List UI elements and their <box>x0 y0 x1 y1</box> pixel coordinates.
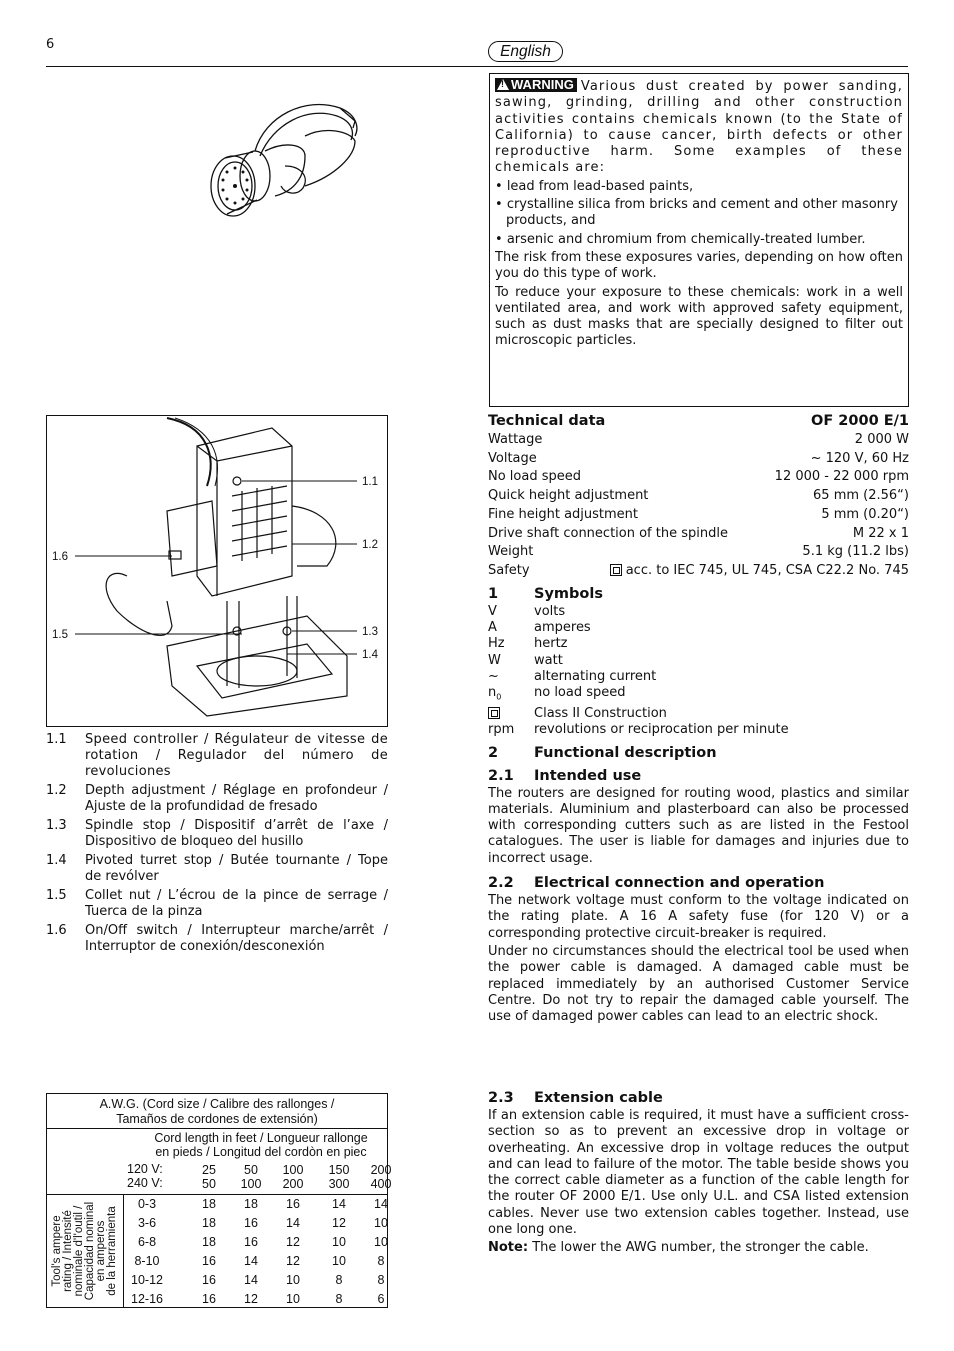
legend-item <box>46 732 388 780</box>
awg-amp-range: 0-3 <box>137 1197 157 1211</box>
awg-feet-header: 200 <box>370 1163 392 1177</box>
legend-text: Depth adjustment / Réglage en profondeur / Ajuste de la profundidad de fresado <box>85 783 388 814</box>
legend-number: 1.4 <box>46 853 67 868</box>
legend-item <box>46 853 388 885</box>
page-number: 6 <box>46 37 55 52</box>
warning-badge: !WARNING <box>495 78 577 92</box>
awg-feet-header: 50 <box>244 1163 258 1177</box>
symbol-row: A amperes <box>488 619 591 635</box>
awg-gauge-cell: 16 <box>202 1273 216 1287</box>
callout-1-5: 1.5 <box>52 629 68 641</box>
callout-1-3: 1.3 <box>362 626 378 638</box>
electrical-text: Under no circumstances should the electrical tool be used when the power cable is damaged. A damaged cable must be replaced immediately by an authorised Customer Service Centre. Do not try to repair the damaged cable yourself. The use of damaged power cables can lead to an electric shock. <box>488 943 909 1025</box>
awg-amp-range: 12-16 <box>131 1292 163 1306</box>
tech-row: Wattage 2 000 W <box>488 432 909 447</box>
warning-bullet: • arsenic and chromium from chemically-treated lumber. <box>495 231 866 247</box>
legend-item <box>46 923 388 955</box>
symbol-row: V volts <box>488 603 566 619</box>
warning-intro: !WARNING Various dust created by power sanding, sawing, grinding, drilling and other construction activities contains chemicals known (to the State of California) to cause cancer, birth defects or other reproductive harm. Some examples of these chemicals are: <box>495 78 903 177</box>
tech-row: Drive shaft connection of the spindle M 22 x 1 <box>488 525 909 541</box>
awg-amp-range: 6-8 <box>137 1235 157 1249</box>
header-rule <box>46 66 908 67</box>
awg-gauge-cell: 16 <box>286 1197 300 1211</box>
awg-gauge-cell: 16 <box>202 1254 216 1268</box>
tech-model: OF 2000 E/1 <box>811 413 909 429</box>
tech-row: Weight 5.1 kg (11.2 lbs) <box>488 544 909 560</box>
awg-gauge-cell: 16 <box>202 1292 216 1306</box>
awg-gauge-cell: 10 <box>286 1292 300 1306</box>
legend-text: Spindle stop / Dispositif d’arrêt de l’axe / Dispositivo de bloqueo del husillo <box>85 818 388 849</box>
awg-gauge-cell: 8 <box>377 1254 385 1268</box>
awg-gauge-cell: 12 <box>286 1254 300 1268</box>
awg-meters-header: 400 <box>370 1177 392 1191</box>
symbols-list <box>488 604 909 739</box>
awg-gauge-cell: 12 <box>244 1292 258 1306</box>
router-drawing <box>47 416 388 727</box>
awg-meters-header: 300 <box>328 1177 350 1191</box>
awg-meters-header: 50 <box>202 1177 216 1191</box>
intended-use-text: The routers are designed for routing wood, plastics and similar materials. Aluminium and plasterboard can also be processed with corresponding cutters such as are listed in the Festool catalogues. The user is liable for damages and injuries due to incorrect usage. <box>488 785 909 866</box>
legend-item <box>46 783 388 815</box>
warning-box <box>489 73 909 407</box>
awg-gauge-cell: 6 <box>377 1292 385 1306</box>
legend-number: 1.2 <box>46 783 67 798</box>
awg-gauge-cell: 16 <box>244 1235 258 1249</box>
callout-1-1: 1.1 <box>362 476 378 488</box>
symbol-row: Class II Construction <box>488 706 909 722</box>
awg-amp-range: 3-6 <box>137 1216 157 1230</box>
awg-voltage-labels: 120 V: 240 V: <box>127 1162 163 1190</box>
awg-feet-header: 150 <box>328 1163 350 1177</box>
awg-amp-range: 10-12 <box>131 1273 163 1287</box>
dust-mask-illustration <box>205 96 365 221</box>
legend-number: 1.6 <box>46 923 67 938</box>
section-heading: 2.1 Intended use <box>488 767 642 784</box>
awg-gauge-cell: 14 <box>374 1197 388 1211</box>
extension-note: Note: The lower the AWG number, the stronger the cable. <box>488 1240 869 1256</box>
awg-gauge-cell: 14 <box>244 1254 258 1268</box>
awg-gauge-cell: 14 <box>244 1273 258 1287</box>
class-ii-icon <box>610 564 622 576</box>
section-heading: 1 Symbols <box>488 585 603 602</box>
awg-gauge-cell: 18 <box>202 1216 216 1230</box>
awg-gauge-cell: 12 <box>286 1235 300 1249</box>
warning-bullet: • lead from lead-based paints, <box>495 178 694 194</box>
awg-meters-header: 200 <box>282 1177 304 1191</box>
technical-data <box>488 412 909 1025</box>
router-figure <box>46 415 388 727</box>
awg-gauge-cell: 12 <box>332 1216 346 1230</box>
awg-gauge-cell: 14 <box>286 1216 300 1230</box>
awg-gauge-cell: 8 <box>335 1292 343 1306</box>
legend-number: 1.3 <box>46 818 67 833</box>
tech-header <box>488 412 909 431</box>
symbol-row: rpm revolutions or reciprocation per minute <box>488 722 789 738</box>
awg-gauge-cell: 16 <box>244 1216 258 1230</box>
awg-divider <box>123 1194 124 1308</box>
legend-number: 1.1 <box>46 732 67 747</box>
awg-amp-range: 8-10 <box>134 1254 160 1268</box>
awg-gauge-cell: 10 <box>374 1216 388 1230</box>
warning-paragraph: To reduce your exposure to these chemicals: work in a well ventilated area, and work with approved safety equipment, such as dust masks that are specially designed to filter out microscopic particles. <box>495 284 903 349</box>
awg-table <box>46 1093 392 1308</box>
legend-item <box>46 818 388 850</box>
callout-1-2: 1.2 <box>362 539 378 551</box>
section-heading: 2.2 Electrical connection and operation <box>488 875 825 892</box>
extension-cable-section <box>488 1088 909 1257</box>
awg-gauge-cell: 18 <box>202 1197 216 1211</box>
legend-number: 1.5 <box>46 888 67 903</box>
awg-gauge-cell: 8 <box>335 1273 343 1287</box>
awg-gauge-cell: 10 <box>332 1254 346 1268</box>
legend-text: Collet nut / L’écrou de la pince de serrage / Tuerca de la pinza <box>85 888 388 919</box>
section-heading: 2 Functional description <box>488 744 717 761</box>
awg-feet-header: 100 <box>282 1163 304 1177</box>
awg-length-header: Cord length in feet / Longueur rallonge en pieds / Longitud del cordòn en piec <box>154 1131 368 1159</box>
warning-paragraph: The risk from these exposures varies, depending on how often you do this type of work. <box>495 249 903 282</box>
awg-feet-header: 25 <box>202 1163 216 1177</box>
section-heading: 2.3 Extension cable <box>488 1090 663 1106</box>
tech-row: Quick height adjustment 65 mm (2.56“) <box>488 488 909 504</box>
symbol-row: ~ alternating current <box>488 668 657 684</box>
warning-triangle-icon <box>497 79 509 90</box>
awg-gauge-cell: 18 <box>202 1235 216 1249</box>
tech-row: Voltage ~ 120 V, 60 Hz <box>488 450 909 466</box>
warning-bullet: • crystalline silica from bricks and cement and other masonry products, and <box>495 197 898 229</box>
awg-gauge-cell: 10 <box>286 1273 300 1287</box>
awg-gauge-cell: 8 <box>377 1273 385 1287</box>
tech-row: Fine height adjustment 5 mm (0.20“) <box>488 506 909 522</box>
symbol-row: W watt <box>488 652 563 668</box>
tech-row-safety: Safety acc. to IEC 745, UL 745, CSA C22.2 No. 745 <box>488 562 909 578</box>
language-badge: English <box>488 41 563 62</box>
class-ii-icon <box>488 707 500 719</box>
legend-text: Pivoted turret stop / Butée tournante / Tope de revólver <box>85 853 388 884</box>
symbol-row: Hz hertz <box>488 636 568 652</box>
awg-title: A.W.G. (Cord size / Calibre des rallonges / Tamaños de cordones de extensión) <box>47 1094 387 1129</box>
figure-legend <box>46 732 388 958</box>
awg-gauge-cell: 18 <box>244 1197 258 1211</box>
awg-gauge-cell: 10 <box>374 1235 388 1249</box>
awg-meters-header: 100 <box>240 1177 262 1191</box>
callout-1-6: 1.6 <box>52 551 68 563</box>
legend-text: Speed controller / Régulateur de vitesse de rotation / Regulador del número de revoluciones <box>85 732 388 779</box>
legend-item <box>46 888 388 920</box>
electrical-text: The network voltage must conform to the voltage indicated on the rating plate. A 16 A safety fuse (for 120 V) or a corresponding protective circuit-breaker is required. <box>488 893 909 941</box>
tech-title: Technical data <box>488 413 606 429</box>
awg-gauge-cell: 10 <box>332 1235 346 1249</box>
tech-row: No load speed 12 000 - 22 000 rpm <box>488 469 909 485</box>
legend-text: On/Off switch / Interrupteur marche/arrêt / Interruptor de conexión/desconexión <box>85 923 388 954</box>
awg-amp-label: Tool's ampere rating / Intensité nominale d'l'outil / Capacidad nominal en amperos de la herramienta <box>51 1201 118 1301</box>
symbol-row: $n_0$ no load speed <box>488 685 626 702</box>
awg-gauge-cell: 14 <box>332 1197 346 1211</box>
extension-cable-text: If an extension cable is required, it must have a sufficient cross-section so as to prevent an excessive drop in voltage or overheating. An excessive drop in voltage reduces the output and can lead to failure of the motor. The table beside shows you the correct cable diameter as a function of the cable length for the router OF 2000 E/1. Use only U.L. and CSA listed extension cables. Never use two extension cables together. Instead, use one long one. <box>488 1108 909 1238</box>
callout-1-4: 1.4 <box>362 649 378 661</box>
